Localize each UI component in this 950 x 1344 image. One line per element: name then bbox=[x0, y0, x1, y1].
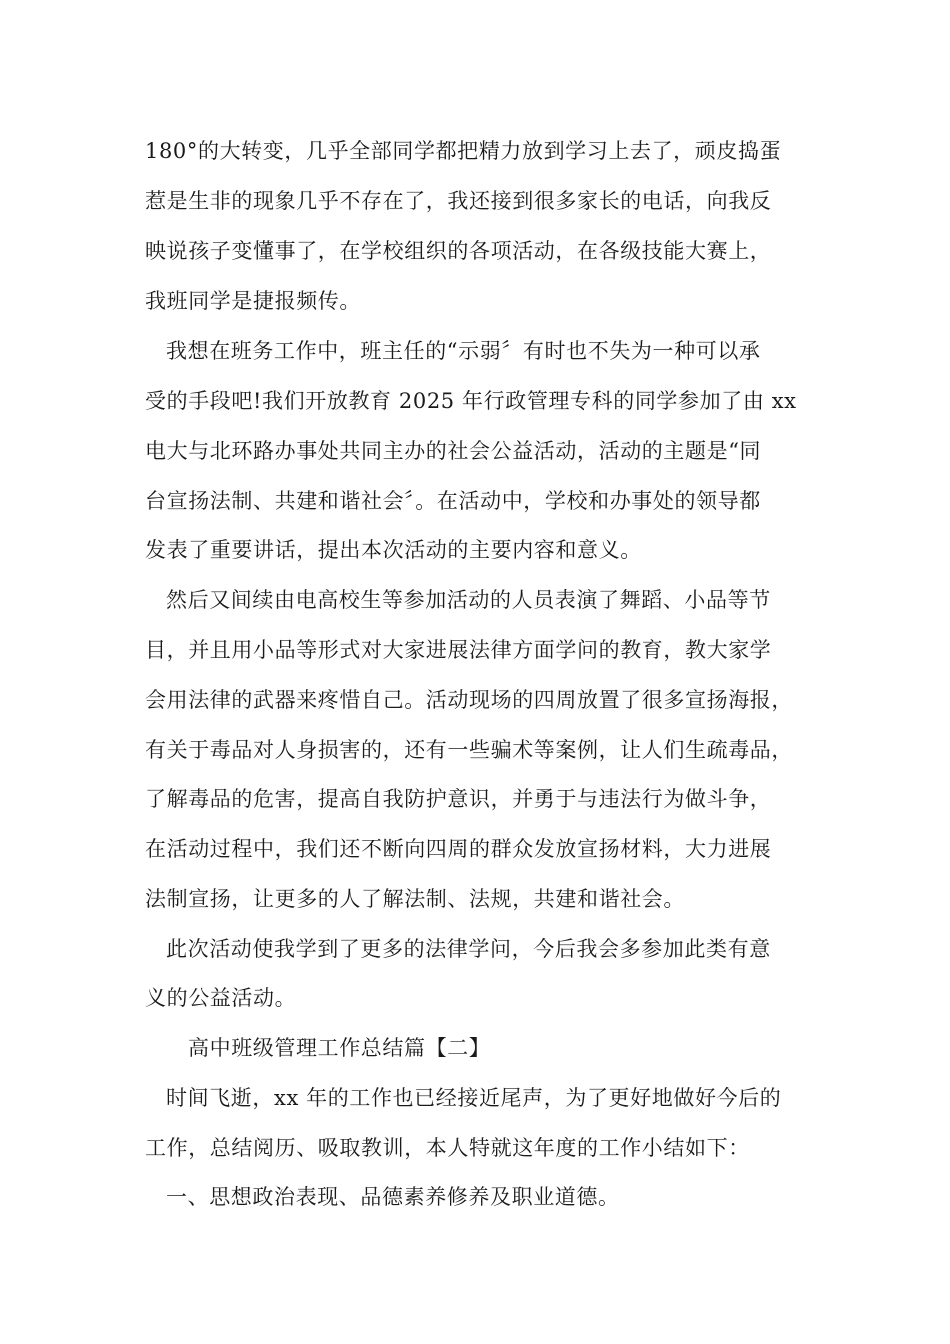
paragraph-line: 台宣扬法制、共建和谐社会〞。在活动中，学校和办事处的领导都 bbox=[145, 489, 761, 513]
paragraph-line: 目，并且用小品等形式对大家进展法律方面学问的教育，教大家学 bbox=[145, 638, 772, 662]
paragraph-line: 有关于毒品对人身损害的，还有一些骗术等案例，让人们生疏毒品， bbox=[145, 738, 793, 762]
paragraph-line: 受的手段吧!我们开放教育 2025 年行政管理专科的同学参加了由 xx bbox=[145, 389, 797, 413]
section-heading: 高中班级管理工作总结篇【二】 bbox=[188, 1036, 491, 1060]
paragraph-line: 在活动过程中，我们还不断向四周的群众发放宣扬材料，大力进展 bbox=[145, 837, 772, 861]
paragraph-line: 发表了重要讲话，提出本次活动的主要内容和意义。 bbox=[145, 538, 642, 562]
paragraph-line: 电大与北环路办事处共同主办的社会公益活动，活动的主题是“同 bbox=[145, 439, 762, 463]
paragraph-line: 一、思想政治表现、品德素养修养及职业道德。 bbox=[166, 1185, 620, 1209]
paragraph-line: 我想在班务工作中，班主任的“示弱〞有时也不失为一种可以承 bbox=[166, 339, 761, 363]
paragraph-line: 映说孩子变懂事了，在学校组织的各项活动，在各级技能大赛上， bbox=[145, 239, 772, 263]
paragraph-line: 会用法律的武器来疼惜自己。活动现场的四周放置了很多宣扬海报， bbox=[145, 688, 793, 712]
paragraph-line: 180°的大转变，几乎全部同学都把精力放到学习上去了，顽皮捣蛋 bbox=[145, 139, 782, 163]
paragraph-line: 义的公益活动。 bbox=[145, 986, 297, 1010]
paragraph-line: 工作，总结阅历、吸取教训，本人特就这年度的工作小结如下： bbox=[145, 1136, 750, 1160]
paragraph-line: 法制宣扬，让更多的人了解法制、法规，共建和谐社会。 bbox=[145, 887, 685, 911]
paragraph-line: 然后又间续由电高校生等参加活动的人员表演了舞蹈、小品等节 bbox=[166, 588, 771, 612]
paragraph-line: 我班同学是捷报频传。 bbox=[145, 289, 361, 313]
paragraph-line: 此次活动使我学到了更多的法律学问，今后我会多参加此类有意 bbox=[166, 937, 771, 961]
paragraph-line: 惹是生非的现象几乎不存在了，我还接到很多家长的电话，向我反 bbox=[145, 189, 772, 213]
paragraph-line: 了解毒品的危害，提高自我防护意识，并勇于与违法行为做斗争， bbox=[145, 787, 772, 811]
paragraph-line: 时间飞逝，xx 年的工作也已经接近尾声，为了更好地做好今后的 bbox=[166, 1086, 782, 1110]
